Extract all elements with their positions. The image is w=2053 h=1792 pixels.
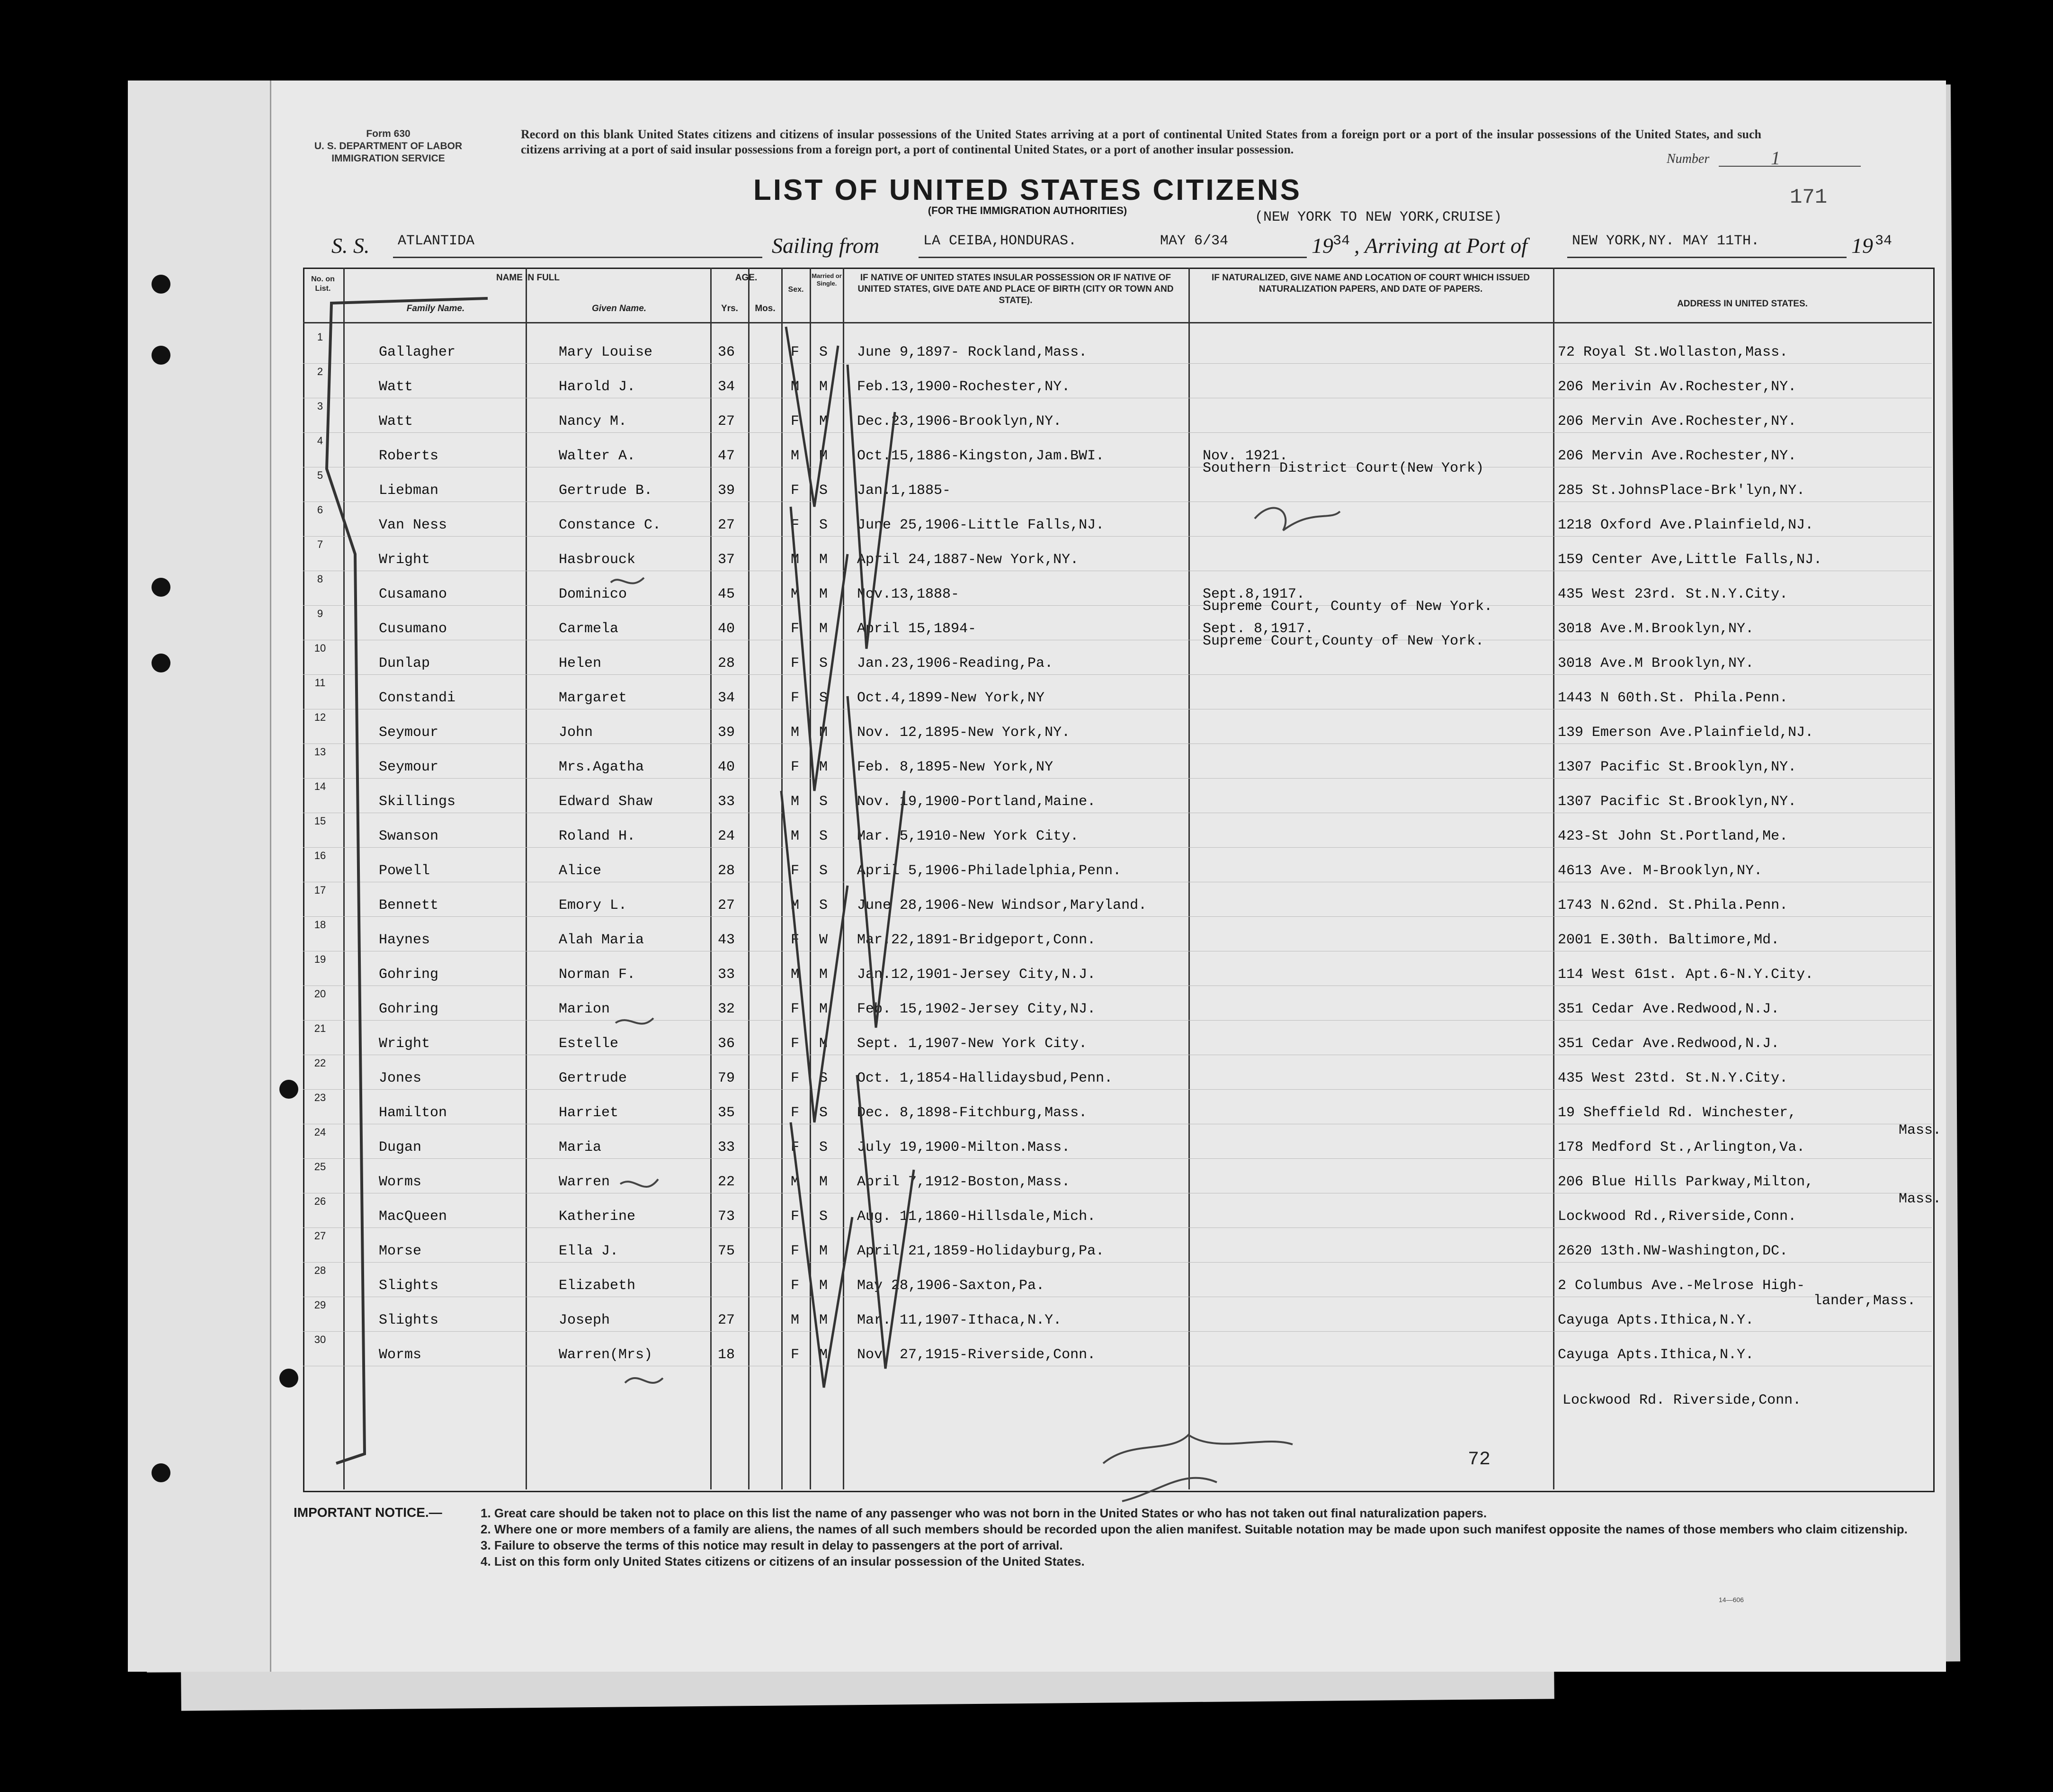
us-address: 1307 Pacific St.Brooklyn,NY. <box>1558 759 1797 775</box>
sex: F <box>791 1036 800 1052</box>
age-years: 36 <box>718 344 735 360</box>
age-years: 75 <box>718 1243 735 1259</box>
family-name: Gohring <box>379 1001 439 1017</box>
row-number: 23 <box>314 1092 326 1103</box>
age-years: 27 <box>718 897 735 914</box>
row-number: 15 <box>314 815 326 827</box>
sex: M <box>791 828 800 844</box>
marital-status: S <box>819 1105 828 1121</box>
marital-status: S <box>819 1070 828 1086</box>
marital-status: S <box>819 517 828 533</box>
address-continuation: Mass. <box>1899 1122 1942 1138</box>
age-years: 45 <box>718 586 735 602</box>
given-name: Harold J. <box>559 379 636 395</box>
birth-info: Oct.4,1899-New York,NY <box>857 690 1045 706</box>
sex: F <box>791 1139 800 1156</box>
row-number: 26 <box>314 1195 326 1207</box>
sex: F <box>791 690 800 706</box>
row-number: 22 <box>314 1057 326 1069</box>
notice-item: 3. Failure to observe the terms of this notice may result in delay to passengers at the port of arrival. <box>481 1538 1063 1552</box>
age-years: 27 <box>718 413 735 430</box>
us-address: 1307 Pacific St.Brooklyn,NY. <box>1558 794 1797 810</box>
family-name: MacQueen <box>379 1209 447 1225</box>
sex: F <box>791 621 800 637</box>
marital-status: S <box>819 863 828 879</box>
us-address: 114 West 61st. Apt.6-N.Y.City. <box>1558 967 1814 983</box>
birth-info: Aug. 11,1860-Hillsdale,Mich. <box>857 1209 1096 1225</box>
given-name: Hasbrouck <box>559 552 636 568</box>
family-name: Worms <box>379 1347 422 1363</box>
age-years: 27 <box>718 517 735 533</box>
age-years: 39 <box>718 725 735 741</box>
sex: M <box>791 379 800 395</box>
birth-info: April 15,1894- <box>857 621 977 637</box>
year-prefix: 19 <box>1312 233 1333 258</box>
row-number: 3 <box>317 400 323 412</box>
marital-status: M <box>819 759 828 775</box>
notice-item: 1. Great care should be taken not to place on this list the name of any passenger who was not born in the United States or who has not taken out final naturalization papers. <box>481 1506 1487 1520</box>
birth-info: Mar. 5,1910-New York City. <box>857 828 1079 844</box>
us-address: 72 Royal St.Wollaston,Mass. <box>1558 344 1788 360</box>
birth-info: Dec. 8,1898-Fitchburg,Mass. <box>857 1105 1088 1121</box>
family-name: Liebman <box>379 483 439 499</box>
marital-status: S <box>819 1139 828 1156</box>
age-years: 36 <box>718 1036 735 1052</box>
us-address: 3018 Ave.M Brooklyn,NY. <box>1558 655 1754 672</box>
marital-status: M <box>819 1036 828 1052</box>
sex: M <box>791 1312 800 1328</box>
us-address: 206 Mervin Ave.Rochester,NY. <box>1558 413 1797 430</box>
given-name: Gertrude <box>559 1070 627 1086</box>
marital-status: M <box>819 621 828 637</box>
age-years: 73 <box>718 1209 735 1225</box>
sex: F <box>791 1209 800 1225</box>
col-header-yrs: Yrs. <box>721 304 738 314</box>
naturalization-court: Supreme Court, County of New York. <box>1203 599 1493 615</box>
us-address: 435 West 23rd. St.N.Y.City. <box>1558 586 1788 602</box>
family-name: Dunlap <box>379 655 430 672</box>
family-name: Bennett <box>379 897 439 914</box>
age-years: 32 <box>718 1001 735 1017</box>
given-name: Ella J. <box>559 1243 619 1259</box>
birth-info: May 28,1906-Saxton,Pa. <box>857 1278 1045 1294</box>
sex: F <box>791 1105 800 1121</box>
footer-code: 14—606 <box>1719 1596 1744 1604</box>
row-number: 24 <box>314 1126 326 1138</box>
marital-status: M <box>819 586 828 602</box>
row-number: 12 <box>314 711 326 723</box>
given-name: Alice <box>559 863 602 879</box>
family-name: Van Ness <box>379 517 447 533</box>
marital-status: S <box>819 897 828 914</box>
sailing-year: 34 <box>1333 233 1350 249</box>
family-name: Cusamano <box>379 586 447 602</box>
row-number: 11 <box>314 677 326 689</box>
row-number: 4 <box>317 435 323 447</box>
notice-item: 4. List on this form only United States citizens or citizens of an insular possession of the United States. <box>481 1554 1085 1568</box>
given-name: Nancy M. <box>559 413 627 430</box>
col-header-given: Given Name. <box>591 304 647 314</box>
age-years: 27 <box>718 1312 735 1328</box>
age-years: 28 <box>718 655 735 672</box>
row-number: 13 <box>314 746 326 758</box>
naturalization-date: Sept. 8,1917. <box>1203 621 1314 637</box>
family-name: Slights <box>379 1312 439 1328</box>
sex: M <box>791 794 800 810</box>
col-header-married: Married or Single. <box>812 272 842 287</box>
age-years: 39 <box>718 483 735 499</box>
ss-label: S. S. <box>331 233 370 258</box>
sex: M <box>791 586 800 602</box>
age-years: 79 <box>718 1070 735 1086</box>
marital-status: S <box>819 690 828 706</box>
col-header-name: NAME IN FULL <box>496 273 560 283</box>
handwritten-with-notes <box>611 578 663 1383</box>
us-address: 3018 Ave.M.Brooklyn,NY. <box>1558 621 1754 637</box>
birth-info: June 9,1897- Rockland,Mass. <box>857 344 1088 360</box>
notice-item: 2. Where one or more members of a family are aliens, the names of all such members should be recorded upon the alien manifest. Suitable notation may be made upon such manifest opposite the names of those members who claim citizenship. <box>481 1522 1908 1536</box>
birth-info: June 28,1906-New Windsor,Maryland. <box>857 897 1147 914</box>
birth-info: Nov. 27,1915-Riverside,Conn. <box>857 1347 1096 1363</box>
marital-status: M <box>819 725 828 741</box>
given-name: Maria <box>559 1139 602 1156</box>
given-name: Edward Shaw <box>559 794 653 810</box>
birth-info: July 19,1900-Milton.Mass. <box>857 1139 1071 1156</box>
col-header-naturalized: IF NATURALIZED, GIVE NAME AND LOCATION OF COURT WHICH ISSUED NATURALIZATION PAPERS, AND DATE OF PAPERS. <box>1211 273 1530 294</box>
us-address: 4613 Ave. M-Brooklyn,NY. <box>1558 863 1763 879</box>
row-number: 18 <box>314 919 326 931</box>
us-address: 139 Emerson Ave.Plainfield,NJ. <box>1558 725 1814 741</box>
us-address: 206 Mervin Ave.Rochester,NY. <box>1558 448 1797 464</box>
marital-status: M <box>819 1174 828 1190</box>
given-name: Alah Maria <box>559 932 644 948</box>
sex: F <box>791 655 800 672</box>
sex: F <box>791 344 800 360</box>
birth-info: Feb.13,1900-Rochester,NY. <box>857 379 1071 395</box>
sex: F <box>791 1243 800 1259</box>
us-address: 423-St John St.Portland,Me. <box>1558 828 1788 844</box>
col-header-no: No. on List. <box>311 275 335 293</box>
family-name: Wright <box>379 552 430 568</box>
given-name: Elizabeth <box>559 1278 636 1294</box>
given-name: Norman F. <box>559 967 636 983</box>
marital-status: S <box>819 655 828 672</box>
family-name: Jones <box>379 1070 422 1086</box>
sex: F <box>791 517 800 533</box>
handwriting-overlay <box>128 81 1946 1672</box>
age-years: 33 <box>718 794 735 810</box>
row-number: 2 <box>317 366 323 377</box>
family-name: Roberts <box>379 448 439 464</box>
row-number: 28 <box>314 1264 326 1276</box>
marital-status: S <box>819 344 828 360</box>
birth-info: Feb. 8,1895-New York,NY <box>857 759 1053 775</box>
address-continuation: lander,Mass. <box>1813 1293 1916 1309</box>
arriving-year: 34 <box>1875 233 1892 249</box>
naturalization-date: Sept.8,1917. <box>1203 586 1305 602</box>
row-number: 1 <box>317 331 323 343</box>
col-header-address: ADDRESS IN UNITED STATES. <box>1677 299 1808 309</box>
family-name: Hamilton <box>379 1105 447 1121</box>
col-header-sex: Sex. <box>788 286 804 294</box>
sex: F <box>791 759 800 775</box>
sex: F <box>791 1001 800 1017</box>
age-years: 28 <box>718 863 735 879</box>
arriving-port: NEW YORK,NY. MAY 11TH. <box>1572 233 1760 249</box>
family-name: Worms <box>379 1174 422 1190</box>
us-address: 435 West 23td. St.N.Y.City. <box>1558 1070 1788 1086</box>
marital-status: M <box>819 448 828 464</box>
marital-status: M <box>819 1243 828 1259</box>
row-number: 29 <box>314 1299 326 1311</box>
given-name: Gertrude B. <box>559 483 653 499</box>
row-number: 21 <box>314 1022 326 1034</box>
given-name: Katherine <box>559 1209 636 1225</box>
row-number: 20 <box>314 988 326 1000</box>
birth-info: Dec.23,1906-Brooklyn,NY. <box>857 413 1062 430</box>
age-years: 33 <box>718 967 735 983</box>
arriving-label: , Arriving at Port of <box>1354 233 1527 258</box>
page-subtitle: (FOR THE IMMIGRATION AUTHORITIES) <box>928 205 1127 216</box>
family-name: Gohring <box>379 967 439 983</box>
family-name: Swanson <box>379 828 439 844</box>
row-number: 7 <box>317 538 323 550</box>
handwritten-father <box>1255 508 1340 530</box>
birth-info: Nov. 19,1900-Portland,Maine. <box>857 794 1096 810</box>
us-address: 206 Merivin Av.Rochester,NY. <box>1558 379 1797 395</box>
row-number: 25 <box>314 1161 326 1173</box>
birth-info: April 7,1912-Boston,Mass. <box>857 1174 1071 1190</box>
birth-info: Oct.15,1886-Kingston,Jam.BWI. <box>857 448 1105 464</box>
marital-status: M <box>819 552 828 568</box>
given-name: Mrs.Agatha <box>559 759 644 775</box>
us-address: Lockwood Rd.,Riverside,Conn. <box>1558 1209 1797 1225</box>
marital-status: S <box>819 483 828 499</box>
family-name: Watt <box>379 379 413 395</box>
row-number: 16 <box>314 850 326 861</box>
row-number: 30 <box>314 1334 326 1345</box>
address-continuation: Mass. <box>1899 1191 1942 1207</box>
given-name: Mary Louise <box>559 344 653 360</box>
address-continuation: Lockwood Rd. Riverside,Conn. <box>1562 1392 1802 1408</box>
col-header-mos: Mos. <box>755 304 776 314</box>
given-name: Walter A. <box>559 448 636 464</box>
birth-info: April 5,1906-Philadelphia,Penn. <box>857 863 1122 879</box>
us-address: 1218 Oxford Ave.Plainfield,NJ. <box>1558 517 1814 533</box>
family-name: Skillings <box>379 794 456 810</box>
age-years: 33 <box>718 1139 735 1156</box>
family-name: Morse <box>379 1243 422 1259</box>
col-header-family: Family Name. <box>406 304 465 314</box>
birth-info: Jan.12,1901-Jersey City,N.J. <box>857 967 1096 983</box>
notice-title: IMPORTANT NOTICE.— <box>294 1505 442 1520</box>
marital-status: W <box>819 932 828 948</box>
age-years: 43 <box>718 932 735 948</box>
marital-status: M <box>819 1001 828 1017</box>
sailing-label: Sailing from <box>772 233 880 258</box>
birth-info: Mar. 11,1907-Ithaca,N.Y. <box>857 1312 1062 1328</box>
marital-status: S <box>819 1209 828 1225</box>
family-name: Seymour <box>379 759 439 775</box>
sex: F <box>791 483 800 499</box>
naturalization-date: Nov. 1921. <box>1203 448 1288 464</box>
birth-info: April 24,1887-New York,NY. <box>857 552 1079 568</box>
age-years: 34 <box>718 690 735 706</box>
number-label: Number <box>1667 152 1710 166</box>
marital-status: M <box>819 379 828 395</box>
birth-info: Nov.13,1888- <box>857 586 960 602</box>
sex: M <box>791 897 800 914</box>
record-instruction: Record on this blank United States citizens and citizens of insular possessions of the United States arriving at a port of continental United States from a foreign port or a port of the insular possessions of the United States, and such citizens arriving at a port of said insular possessions from a foreign port, a port of continental United States, or a port of another insular possession. <box>521 127 1761 156</box>
department-name: U. S. DEPARTMENT OF LABOR <box>314 141 463 152</box>
given-name: Margaret <box>559 690 627 706</box>
marital-status: M <box>819 413 828 430</box>
row-number: 19 <box>314 953 326 965</box>
signature-mark <box>1103 1435 1293 1501</box>
route-note: (NEW YORK TO NEW YORK,CRUISE) <box>1255 209 1502 225</box>
given-name: Constance C. <box>559 517 661 533</box>
marital-status: S <box>819 794 828 810</box>
us-address: 159 Center Ave,Little Falls,NJ. <box>1558 552 1822 568</box>
age-years: 34 <box>718 379 735 395</box>
us-address: 351 Cedar Ave.Redwood,N.J. <box>1558 1036 1780 1052</box>
col-header-birth: IF NATIVE OF UNITED STATES INSULAR POSSESSION OR IF NATIVE OF UNITED STATES, GIVE DATE AND PLACE OF BIRTH (CITY OR TOWN AND STATE). <box>857 273 1174 305</box>
family-name: Haynes <box>379 932 430 948</box>
given-name: Carmela <box>559 621 619 637</box>
birth-info: June 25,1906-Little Falls,NJ. <box>857 517 1105 533</box>
ship-name: ATLANTIDA <box>398 233 475 249</box>
given-name: Helen <box>559 655 602 672</box>
sex: M <box>791 1174 800 1190</box>
marital-status: M <box>819 967 828 983</box>
naturalization-court: Supreme Court,County of New York. <box>1203 633 1484 649</box>
row-number: 8 <box>317 573 323 585</box>
marital-status: M <box>819 1312 828 1328</box>
row-number: 6 <box>317 504 323 516</box>
row-number: 14 <box>314 780 326 792</box>
form-number: Form 630 <box>366 128 411 139</box>
family-name: Powell <box>379 863 430 879</box>
page-title: LIST OF UNITED STATES CITIZENS <box>753 174 1302 206</box>
row-number: 17 <box>314 884 326 896</box>
service-name: IMMIGRATION SERVICE <box>331 153 445 164</box>
sex: F <box>791 1070 800 1086</box>
family-name: Cusumano <box>379 621 447 637</box>
stamp-number: 72 <box>1468 1449 1491 1470</box>
birth-info: April 21,1859-Holidayburg,Pa. <box>857 1243 1105 1259</box>
year-prefix-2: 19 <box>1851 233 1873 258</box>
sex: F <box>791 1278 800 1294</box>
age-years: 24 <box>718 828 735 844</box>
us-address: 2 Columbus Ave.-Melrose High- <box>1558 1278 1805 1294</box>
sex: F <box>791 863 800 879</box>
us-address: 19 Sheffield Rd. Winchester, <box>1558 1105 1797 1121</box>
family-name: Watt <box>379 413 413 430</box>
row-number: 27 <box>314 1230 326 1242</box>
age-years: 47 <box>718 448 735 464</box>
sex: F <box>791 413 800 430</box>
page-number: 171 <box>1790 186 1828 209</box>
us-address: Cayuga Apts.Ithica,N.Y. <box>1558 1347 1754 1363</box>
age-years: 18 <box>718 1347 735 1363</box>
us-address: 178 Medford St.,Arlington,Va. <box>1558 1139 1805 1156</box>
family-name: Slights <box>379 1278 439 1294</box>
row-number: 10 <box>314 642 326 654</box>
manifest-page <box>128 81 1946 1672</box>
age-years: 37 <box>718 552 735 568</box>
birth-info: Feb. 15,1902-Jersey City,NJ. <box>857 1001 1096 1017</box>
age-years: 35 <box>718 1105 735 1121</box>
given-name: Dominico <box>559 586 627 602</box>
given-name: Estelle <box>559 1036 619 1052</box>
family-name: Seymour <box>379 725 439 741</box>
marital-status: S <box>819 828 828 844</box>
sex: M <box>791 448 800 464</box>
family-name: Wright <box>379 1036 430 1052</box>
family-name: Gallagher <box>379 344 456 360</box>
given-name: Warren <box>559 1174 610 1190</box>
sailing-port: LA CEIBA,HONDURAS. <box>923 233 1077 249</box>
row-number: 5 <box>317 469 323 481</box>
number-value: 1 <box>1771 147 1780 169</box>
us-address: 1743 N.62nd. St.Phila.Penn. <box>1558 897 1788 914</box>
birth-info: Oct. 1,1854-Hallidaysbud,Penn. <box>857 1070 1113 1086</box>
row-number: 9 <box>317 608 323 619</box>
sex: M <box>791 552 800 568</box>
given-name: Warren(Mrs) <box>559 1347 653 1363</box>
us-address: 206 Blue Hills Parkway,Milton, <box>1558 1174 1814 1190</box>
age-years: 22 <box>718 1174 735 1190</box>
us-address: 2001 E.30th. Baltimore,Md. <box>1558 932 1780 948</box>
birth-info: Jan.1,1885- <box>857 483 951 499</box>
sex: F <box>791 1347 800 1363</box>
birth-info: Mar.22,1891-Bridgeport,Conn. <box>857 932 1096 948</box>
birth-info: Nov. 12,1895-New York,NY. <box>857 725 1071 741</box>
family-name: Dugan <box>379 1139 422 1156</box>
naturalization-court: Southern District Court(New York) <box>1203 460 1484 476</box>
us-address: 1443 N 60th.St. Phila.Penn. <box>1558 690 1788 706</box>
given-name: Marion <box>559 1001 610 1017</box>
family-name: Constandi <box>379 690 456 706</box>
us-address: 285 St.JohnsPlace-Brk'lyn,NY. <box>1558 483 1805 499</box>
given-name: Emory L. <box>559 897 627 914</box>
given-name: Harriet <box>559 1105 619 1121</box>
sailing-date: MAY 6/34 <box>1160 233 1229 249</box>
sex: M <box>791 725 800 741</box>
birth-info: Sept. 1,1907-New York City. <box>857 1036 1088 1052</box>
us-address: Cayuga Apts.Ithica,N.Y. <box>1558 1312 1754 1328</box>
us-address: 351 Cedar Ave.Redwood,N.J. <box>1558 1001 1780 1017</box>
sex: M <box>791 967 800 983</box>
age-years: 40 <box>718 621 735 637</box>
given-name: Roland H. <box>559 828 636 844</box>
marital-status: M <box>819 1347 828 1363</box>
age-years: 40 <box>718 759 735 775</box>
col-header-age: AGE. <box>735 273 758 283</box>
sex: F <box>791 932 800 948</box>
birth-info: Jan.23,1906-Reading,Pa. <box>857 655 1053 672</box>
given-name: John <box>559 725 593 741</box>
marital-status: M <box>819 1278 828 1294</box>
given-name: Joseph <box>559 1312 610 1328</box>
us-address: 2620 13th.NW-Washington,DC. <box>1558 1243 1788 1259</box>
